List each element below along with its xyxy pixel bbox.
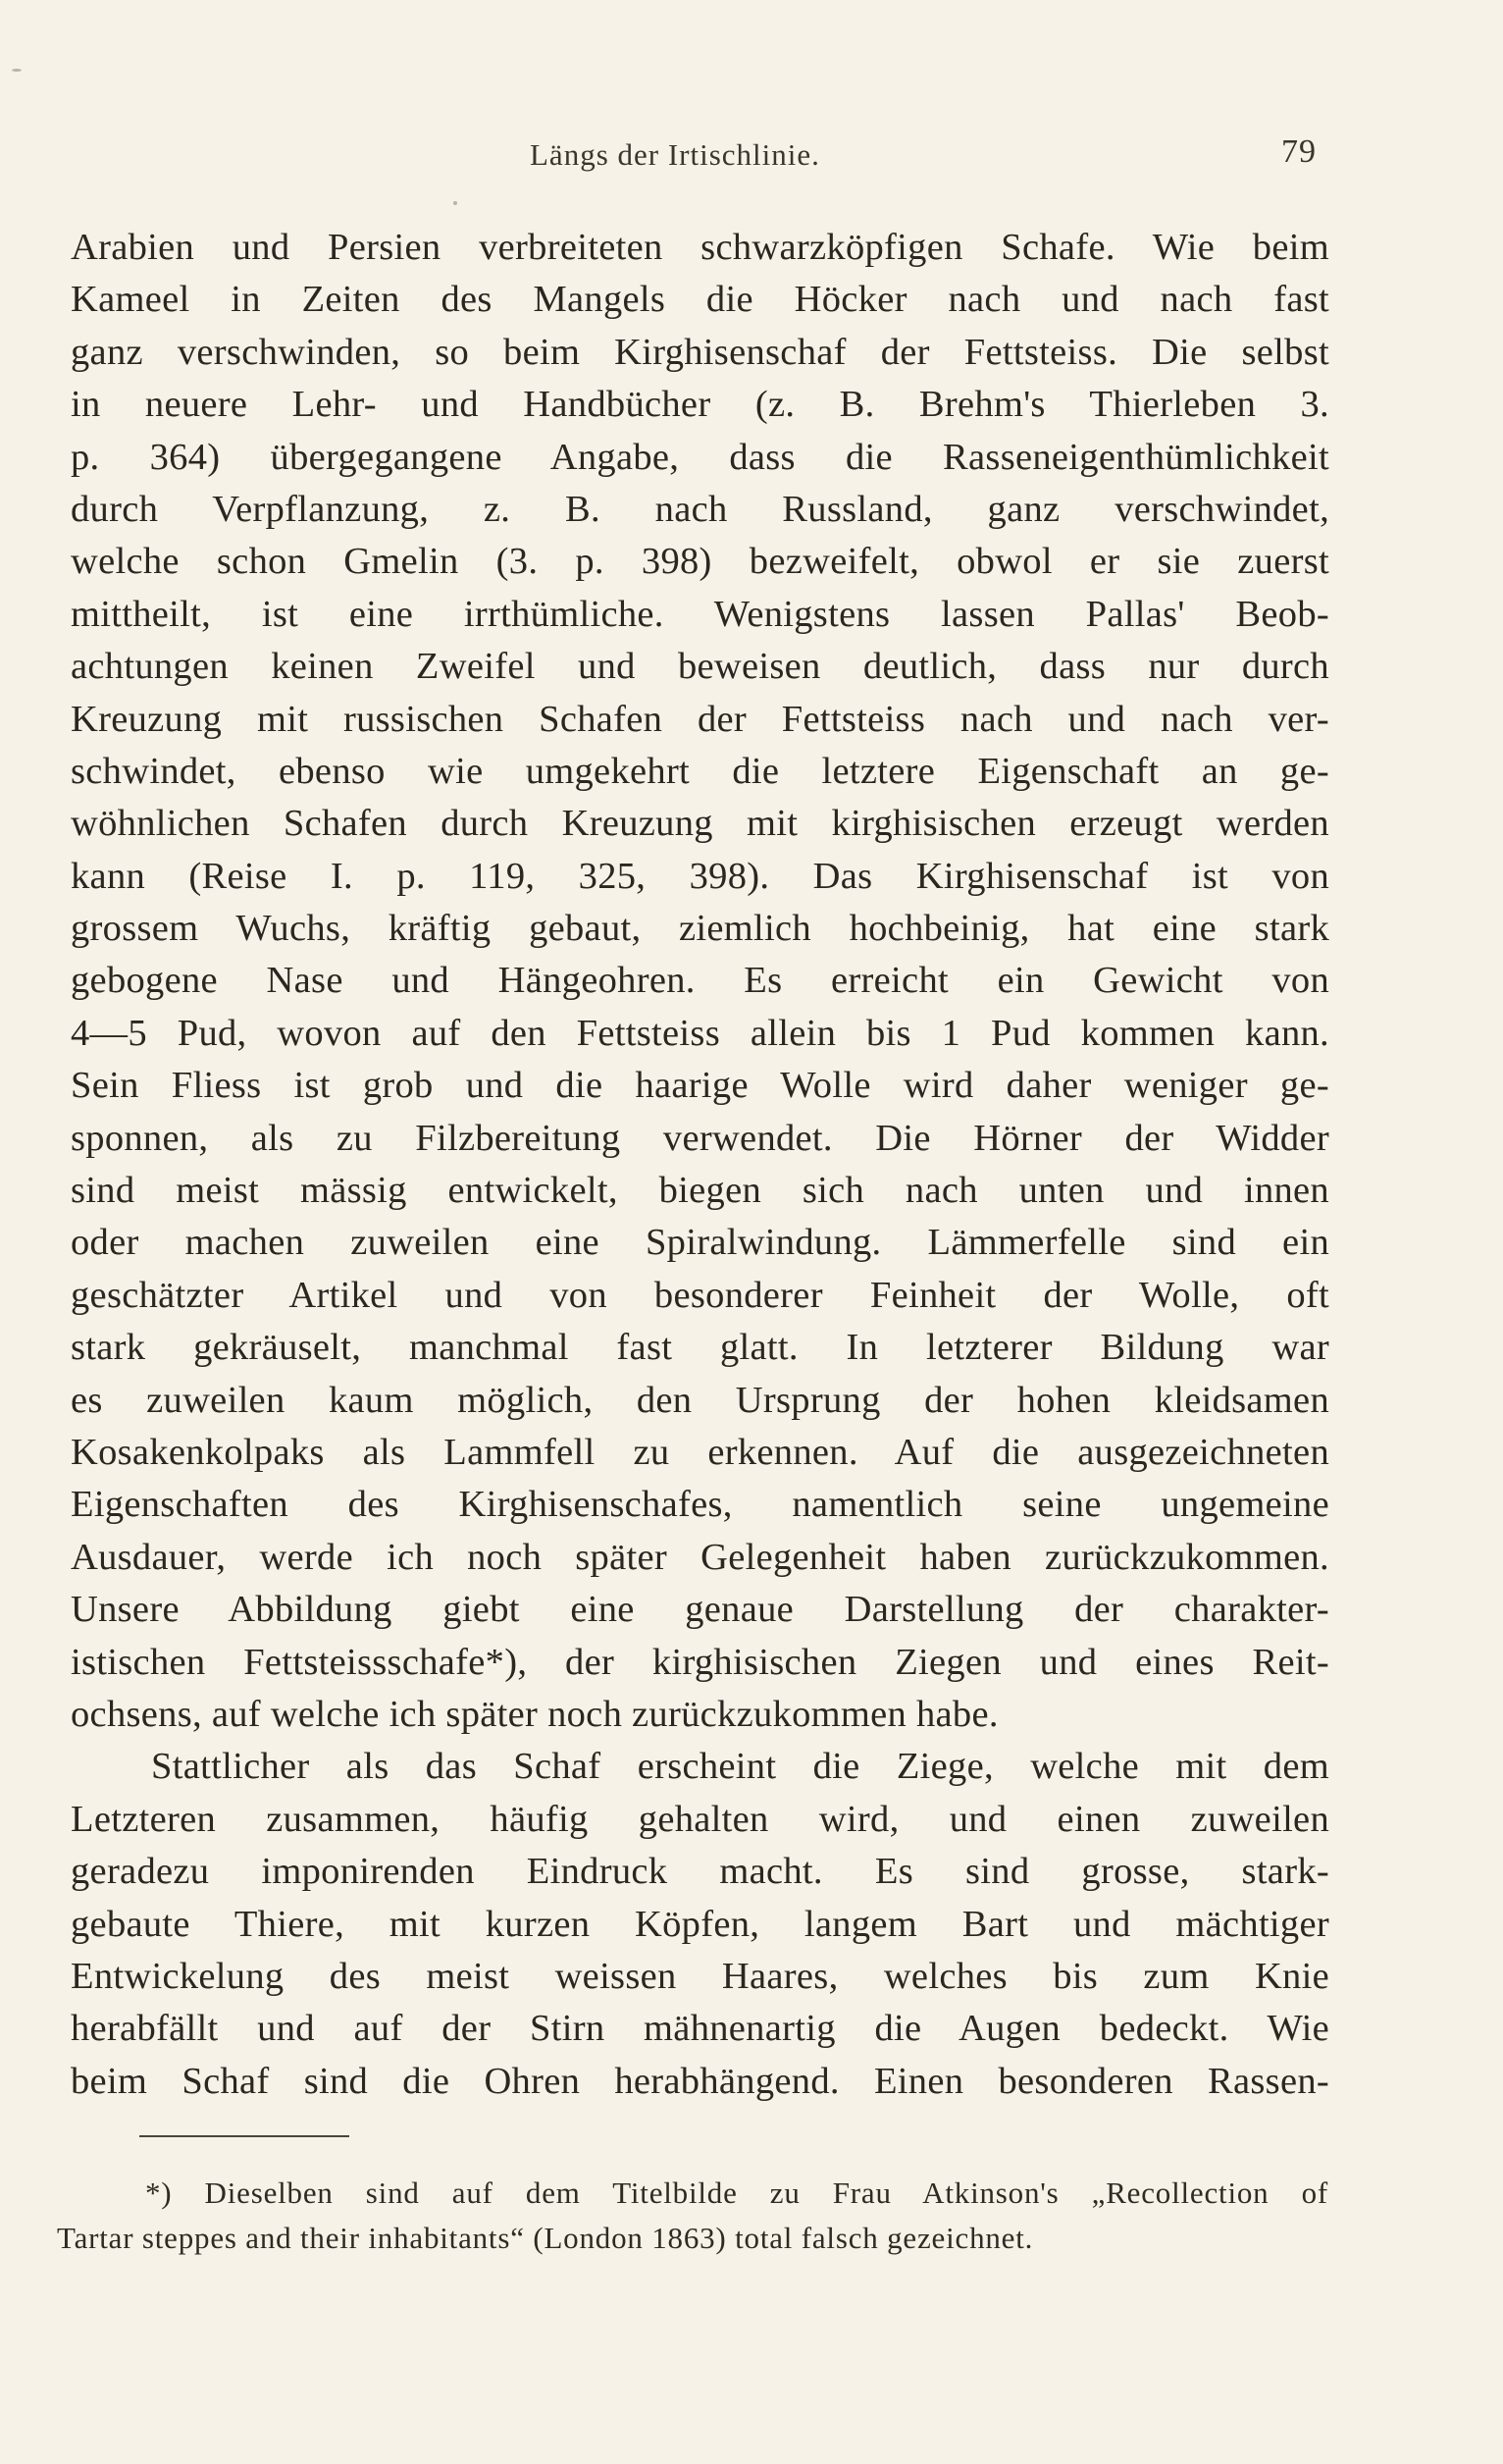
text-line: istischen Fettsteissschafe*), der kirghisischen Ziegen und eines Reit-	[71, 1641, 1329, 1683]
text-line: Entwickelung des meist weissen Haares, welches bis zum Knie	[71, 1955, 1329, 1997]
text-line: herabfällt und auf der Stirn mähnenartig die Augen bedeckt. Wie	[71, 2008, 1329, 2050]
text-line: gebaute Thiere, mit kurzen Köpfen, langem Bart und mächtiger	[71, 1903, 1329, 1945]
footnote-line: Tartar steppes and their inhabitants“ (London 1863) total falsch gezeichnet.	[57, 2221, 1034, 2255]
page-number: 79	[1281, 133, 1317, 170]
text-line: Ausdauer, werde ich noch später Gelegenheit haben zurückzukommen.	[71, 1536, 1329, 1578]
text-line: Kosakenkolpaks als Lammfell zu erkennen. Auf die ausgezeichneten	[71, 1431, 1329, 1473]
text-line: mittheilt, ist eine irrthümliche. Wenigstens lassen Pallas' Beob-	[71, 593, 1329, 635]
footnote	[57, 2171, 1328, 2261]
text-line: grossem Wuchs, kräftig gebaut, ziemlich hochbeinig, hat eine stark	[71, 908, 1329, 950]
text-line: stark gekräuselt, manchmal fast glatt. In letzterer Bildung war	[71, 1327, 1329, 1369]
text-line: welche schon Gmelin (3. p. 398) bezweifelt, obwol er sie zuerst	[71, 541, 1329, 583]
text-line: gebogene Nase und Hängeohren. Es erreicht ein Gewicht von	[71, 960, 1329, 1002]
text-line: in neuere Lehr- und Handbücher (z. B. Brehm's Thierleben 3.	[71, 384, 1329, 426]
paper-speck	[12, 69, 22, 72]
running-title: Längs der Irtischlinie.	[530, 137, 820, 172]
text-line: ganz verschwinden, so beim Kirghisenschaf der Fettsteiss. Die selbst	[71, 331, 1329, 373]
footnote-line: *) Dieselben sind auf dem Titelbilde zu Frau Atkinson's „Recollection of	[145, 2176, 1328, 2210]
text-line: wöhnlichen Schafen durch Kreuzung mit kirghisischen erzeugt werden	[71, 803, 1329, 845]
text-line: sponnen, als zu Filzbereitung verwendet. Die Hörner der Widder	[71, 1117, 1329, 1159]
text-line: achtungen keinen Zweifel und beweisen deutlich, dass nur durch	[71, 646, 1329, 688]
text-line: beim Schaf sind die Ohren herabhängend. Einen besonderen Rassen-	[71, 2060, 1329, 2102]
text-line: Unsere Abbildung giebt eine genaue Darstellung der charakter-	[71, 1589, 1329, 1631]
text-line: p. 364) übergegangene Angabe, dass die Rasseneigenthümlichkeit	[71, 436, 1329, 478]
paragraph-last-line: ochsens, auf welche ich später noch zurückzukommen habe.	[71, 1693, 999, 1735]
body-text	[71, 222, 1329, 2108]
text-line: Arabien und Persien verbreiteten schwarzköpfigen Schafe. Wie beim	[71, 227, 1329, 268]
text-line: sind meist mässig entwickelt, biegen sich nach unten und innen	[71, 1170, 1329, 1212]
text-line: Letzteren zusammen, häufig gehalten wird, und einen zuweilen	[71, 1798, 1329, 1840]
text-line: Kreuzung mit russischen Schafen der Fettsteiss nach und nach ver-	[71, 698, 1329, 740]
text-line: Eigenschaften des Kirghisenschafes, namentlich seine ungemeine	[71, 1484, 1329, 1526]
text-line: 4—5 Pud, wovon auf den Fettsteiss allein bis 1 Pud kommen kann.	[71, 1012, 1329, 1054]
text-line: Kameel in Zeiten des Mangels die Höcker nach und nach fast	[71, 279, 1329, 321]
text-line: schwindet, ebenso wie umgekehrt die letztere Eigenschaft an ge-	[71, 750, 1329, 792]
text-line: geschätzter Artikel und von besonderer Feinheit der Wolle, oft	[71, 1274, 1329, 1316]
paper-speck	[453, 201, 457, 205]
text-line: Sein Fliess ist grob und die haarige Wolle wird daher weniger ge-	[71, 1065, 1329, 1107]
paragraph-first-line: Stattlicher als das Schaf erscheint die Ziege, welche mit dem	[151, 1746, 1329, 1788]
text-line: geradezu imponirenden Eindruck macht. Es sind grosse, stark-	[71, 1851, 1329, 1893]
text-line: es zuweilen kaum möglich, den Ursprung der hohen kleidsamen	[71, 1379, 1329, 1421]
footnote-divider	[139, 2135, 349, 2137]
text-line: kann (Reise I. p. 119, 325, 398). Das Kirghisenschaf ist von	[71, 855, 1329, 897]
text-line: durch Verpflanzung, z. B. nach Russland, ganz verschwindet,	[71, 488, 1329, 530]
text-line: oder machen zuweilen eine Spiralwindung. Lämmerfelle sind ein	[71, 1222, 1329, 1264]
